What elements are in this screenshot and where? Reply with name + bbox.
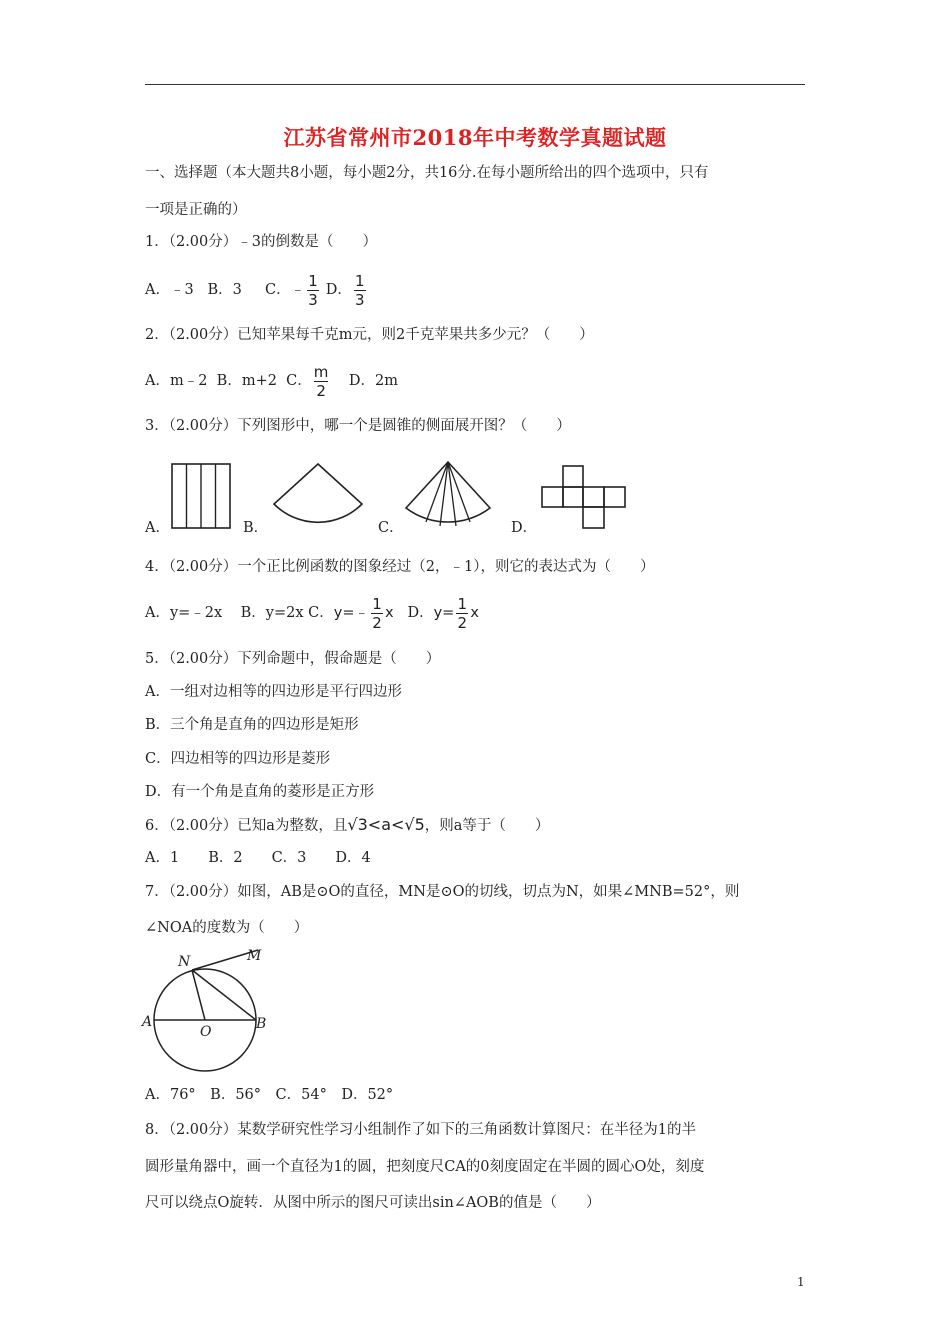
q3-option-b: B． xyxy=(243,520,269,536)
q7-options: A．76° B．56° C．54° D．52° xyxy=(145,1087,394,1103)
q7-circle-diagram xyxy=(140,944,275,1074)
q4-c-numerator: 1 xyxy=(372,594,382,613)
q1-option-d: D． xyxy=(325,282,352,298)
q1-options xyxy=(145,266,368,314)
q3-figure-b-sector xyxy=(270,462,366,532)
q3-option-d: D． xyxy=(511,520,538,536)
q2-c-fraction xyxy=(314,364,329,399)
q8-line3: 尺可以绕点O旋转．从图中所示的图尺可读出sin∠AOB的值是（ ） xyxy=(145,1195,601,1211)
q1-option-b: B．3 xyxy=(207,282,242,298)
q4-option-a: A．y=﹣2x xyxy=(145,605,223,621)
q8-line1: 8．（2.00分）某数学研究性学习小组制作了如下的三角函数计算图尺：在半径为1的半 xyxy=(145,1122,696,1138)
q8-line2: 圆形量角器中，画一个直径为1的圆，把刻度尺CA的0刻度固定在半圆的圆心O处，刻度 xyxy=(145,1159,705,1175)
q5-stem: 5．（2.00分）下列命题中，假命题是（ ） xyxy=(145,651,441,667)
q1-option-a: A．﹣3 xyxy=(145,282,194,298)
q6-options: A．1 B．2 C．3 D．4 xyxy=(145,850,371,866)
header-rule xyxy=(145,84,805,85)
q3-stem: 3．（2.00分）下列图形中，哪一个是圆锥的侧面展开图？（ ） xyxy=(145,418,571,434)
q4-c-prefix: y=﹣ xyxy=(333,605,370,621)
q7-stem-line1: 7．（2.00分）如图，AB是⊙O的直径，MN是⊙O的切线，切点为N，如果∠MNB=52°，则 xyxy=(145,884,740,900)
q1-c-sign: ﹣ xyxy=(290,282,306,298)
q4-c-denominator: 2 xyxy=(372,613,382,632)
q7-label-m: M xyxy=(247,948,262,964)
q2-option-c: C． xyxy=(286,373,312,389)
q1-d-numerator: 1 xyxy=(355,271,365,290)
q5-option-d: D．有一个角是直角的菱形是正方形 xyxy=(145,784,375,800)
q4-d-fraction xyxy=(456,596,468,631)
q6-stem-prefix: 6．（2.00分）已知a为整数，且 xyxy=(145,818,348,834)
q3-figure-c-pyramid-net xyxy=(402,460,494,530)
q3-figure-a-rectangle-strips xyxy=(170,462,232,530)
q1-d-denominator: 3 xyxy=(355,290,365,309)
q1-option-c: C． xyxy=(264,282,291,298)
page-title: 江苏省常州市2018年中考数学真题试题 xyxy=(283,125,667,150)
q4-options xyxy=(145,590,479,636)
q2-c-numerator: m xyxy=(313,362,329,381)
q1-c-fraction xyxy=(307,273,319,308)
q2-options xyxy=(145,358,398,404)
q4-c-fraction xyxy=(371,596,383,631)
q2-stem: 2．（2.00分）已知苹果每千克m元，则2千克苹果共多少元？（ ） xyxy=(145,327,594,343)
q4-option-d: D． xyxy=(407,605,434,621)
q5-option-c: C．四边相等的四边形是菱形 xyxy=(145,751,331,767)
q1-stem: 1．（2.00分）﹣3的倒数是（ ） xyxy=(145,234,377,250)
q4-d-denominator: 2 xyxy=(457,613,468,632)
q6-stem-suffix: ，则a等于（ ） xyxy=(424,818,550,834)
q2-c-denominator: 2 xyxy=(316,381,326,400)
q7-label-n: N xyxy=(178,954,191,970)
q4-stem: 4．（2.00分）一个正比例函数的图象经过（2，﹣1），则它的表达式为（ ） xyxy=(145,559,655,575)
q1-c-numerator: 1 xyxy=(308,271,318,290)
q4-d-suffix: x xyxy=(470,605,479,621)
q7-label-b: B xyxy=(256,1016,267,1032)
q6-stem xyxy=(145,815,549,836)
q3-figure-d-cube-net xyxy=(540,464,628,530)
q5-option-b: B．三个角是直角的四边形是矩形 xyxy=(145,717,359,733)
q4-c-suffix: x xyxy=(385,605,394,621)
q7-label-a: A xyxy=(142,1014,153,1030)
q4-d-prefix: y= xyxy=(433,605,455,621)
q2-option-b: B．m+2 xyxy=(216,373,277,389)
q2-option-a: A．m﹣2 xyxy=(145,373,208,389)
q3-option-c: C． xyxy=(378,520,404,536)
section-heading-line2: 一项是正确的） xyxy=(145,202,247,218)
q1-d-fraction xyxy=(354,273,366,308)
q7-label-o: O xyxy=(200,1024,212,1040)
q3-option-a: A． xyxy=(145,520,170,536)
q1-c-denominator: 3 xyxy=(308,290,318,309)
q6-inequality: √3<a<√5 xyxy=(347,815,425,834)
q5-option-a: A．一组对边相等的四边形是平行四边形 xyxy=(145,684,402,700)
q4-option-c: C． xyxy=(308,605,334,621)
q4-d-numerator: 1 xyxy=(457,594,468,613)
section-heading-line1: 一、选择题（本大题共8小题，每小题2分，共16分.在每小题所给出的四个选项中，只有 xyxy=(145,165,709,181)
q7-stem-line2: ∠NOA的度数为（ ） xyxy=(145,920,309,936)
q2-option-d: D．2m xyxy=(348,373,398,389)
q4-option-b: B．y=2x xyxy=(240,605,304,621)
page-number: 1 xyxy=(797,1275,805,1289)
